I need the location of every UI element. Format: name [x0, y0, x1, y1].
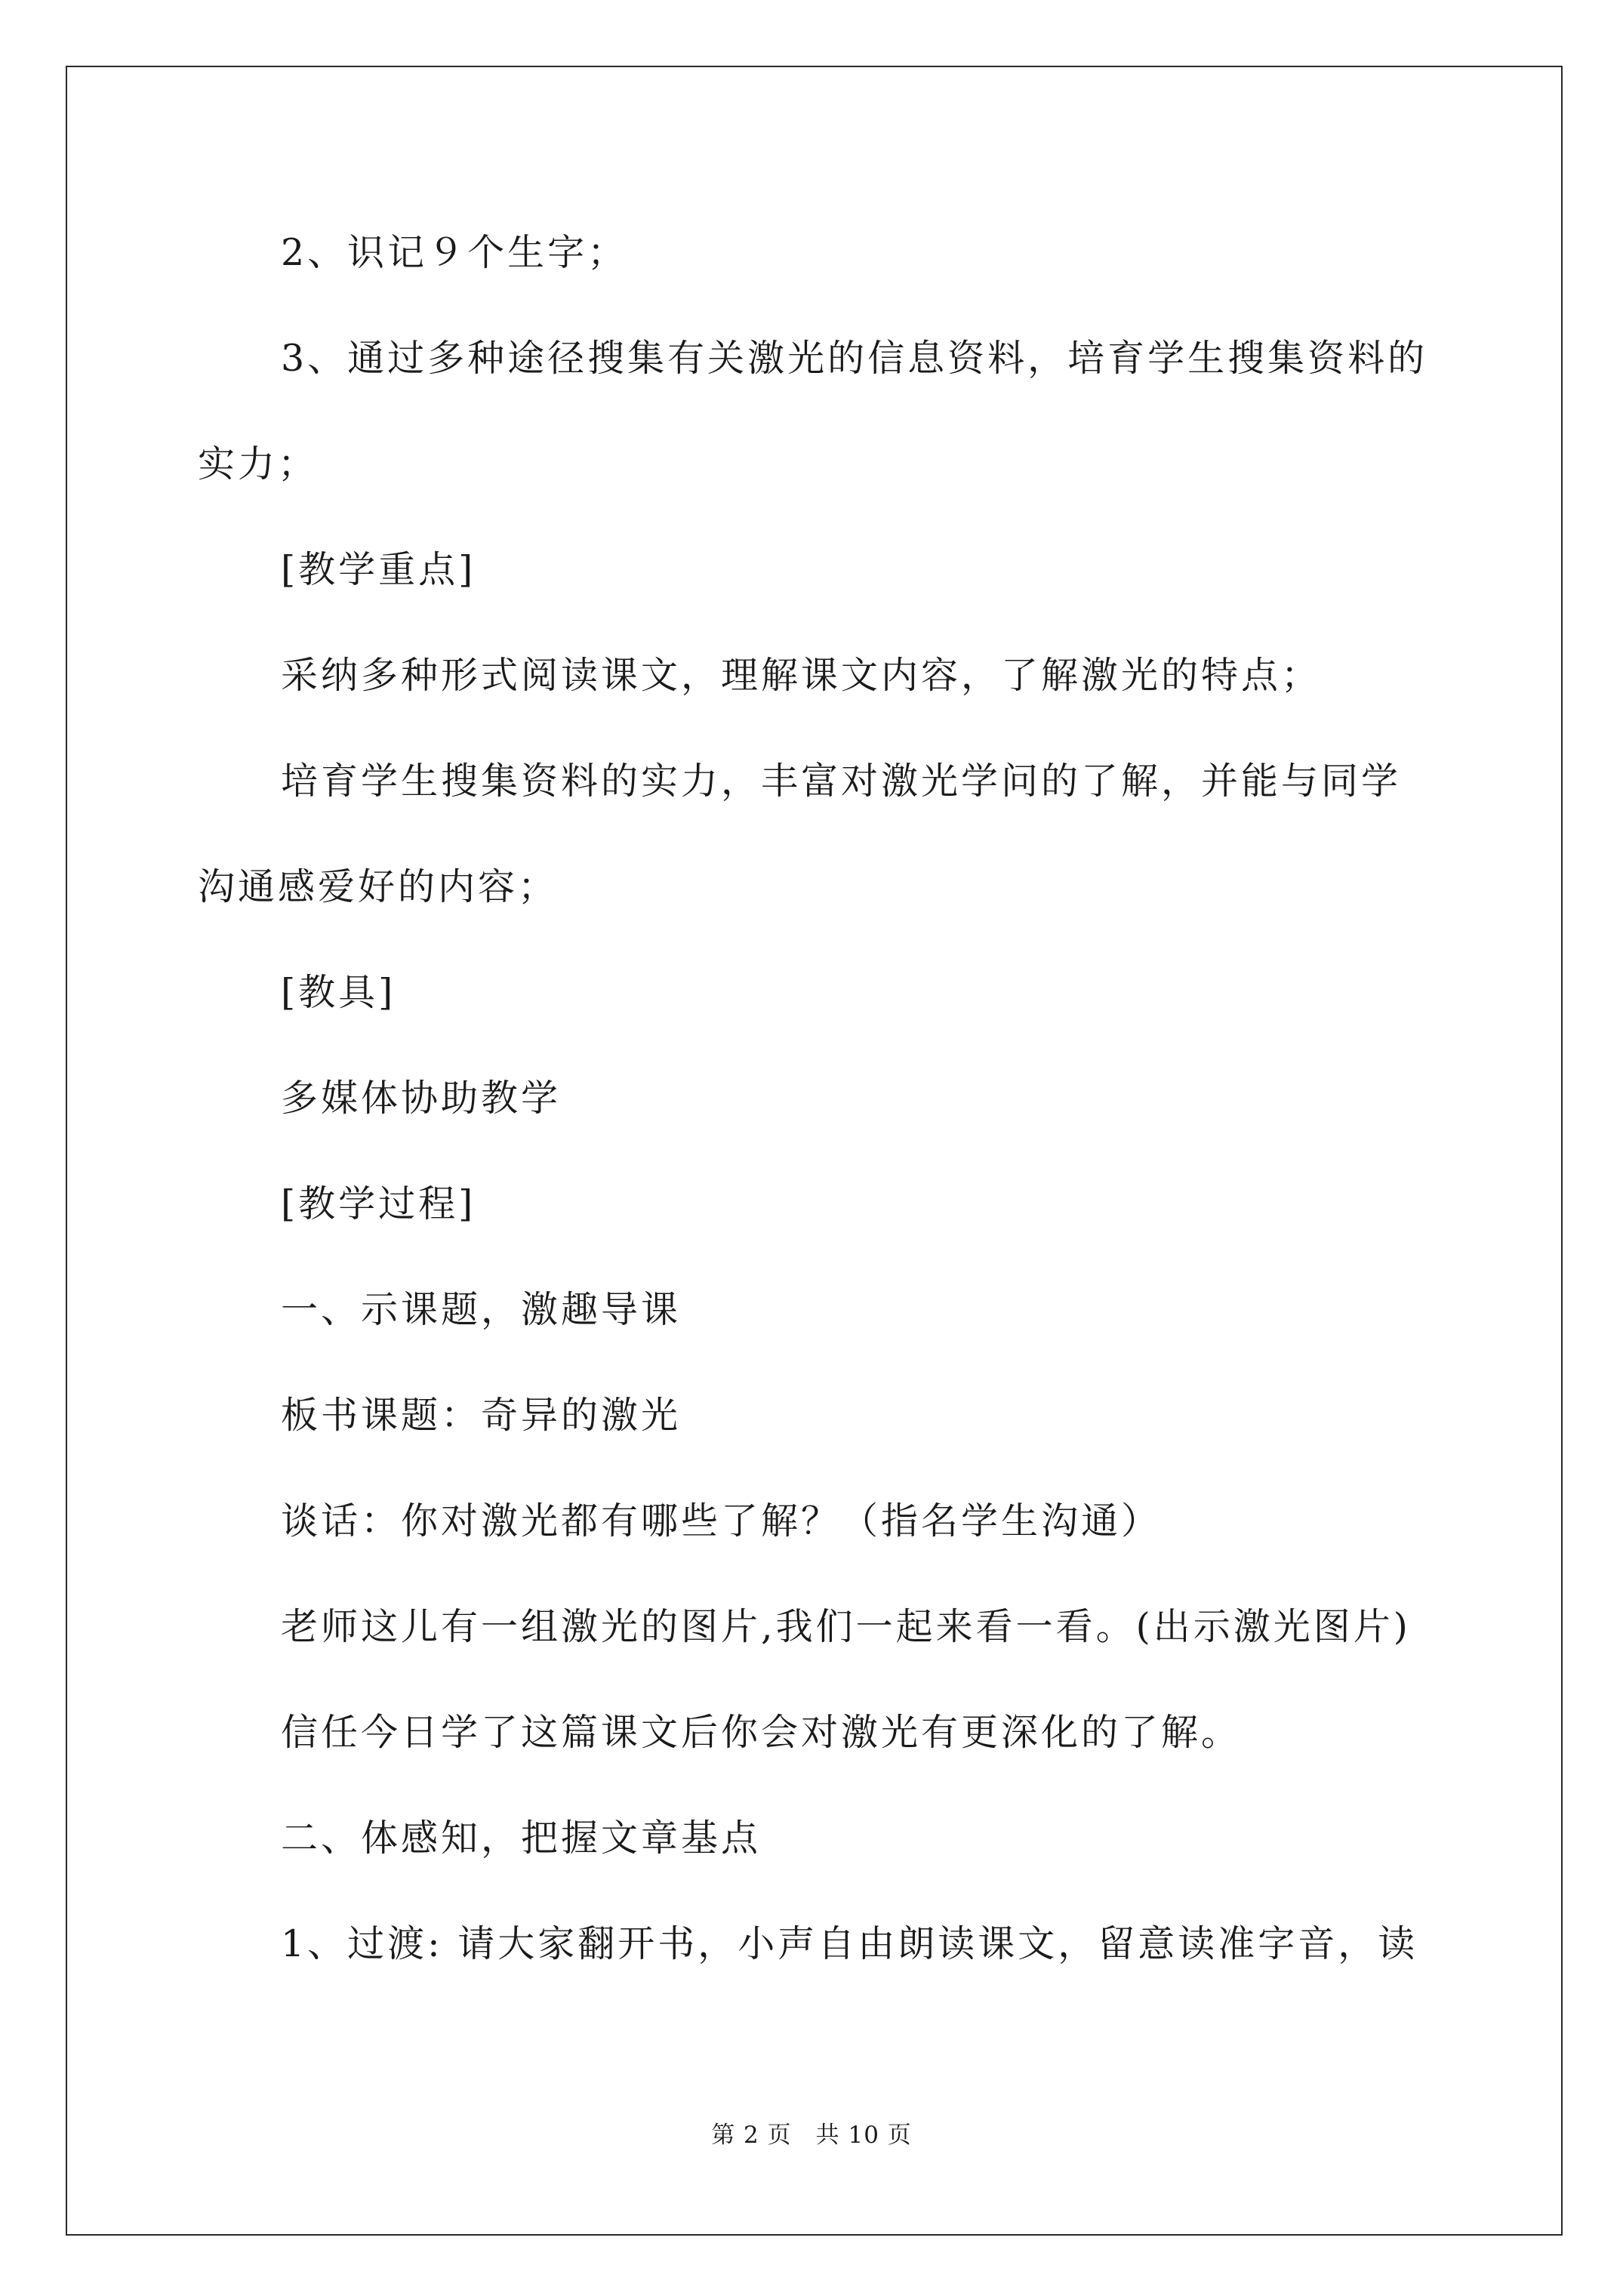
text-line-tools: 多媒体协助教学: [281, 1077, 562, 1120]
section-heading-key-points: [教学重点]: [281, 548, 476, 591]
page-border: [66, 66, 1563, 2236]
section-heading-tools: [教具]: [281, 971, 396, 1014]
text-line-key-point-2-cont: 沟通感爱好的内容；: [198, 865, 559, 908]
section-heading-process: [教学过程]: [281, 1182, 476, 1225]
page-number-footer: 第 2 页 共 10 页: [711, 2122, 912, 2149]
text-line-board-title: 板书课题：奇异的激光: [281, 1394, 682, 1437]
text-line-transition: 1、过渡: 请大家翻开书，小声自由朗读课文，留意读准字音，读: [281, 1922, 1418, 1965]
text-line-pictures: 老师这儿有一组激光的图片,我们一起来看一看。(出示激光图片): [281, 1605, 1411, 1648]
text-line-trust: 信任今日学了这篇课文后你会对激光有更深化的了解。: [281, 1711, 1242, 1754]
text-line-talk: 谈话：你对激光都有哪些了解？（指名学生沟通）: [281, 1499, 1162, 1542]
text-line-goal-3: 3、通过多种途径搜集有关激光的信息资料，培育学生搜集资料的: [281, 337, 1428, 380]
text-line-key-point-2: 培育学生搜集资料的实力，丰富对激光学问的了解，并能与同学: [281, 760, 1402, 803]
step-heading-2: 二、体感知，把握文章基点: [281, 1817, 762, 1860]
text-line-goal-2: 2、识记９个生字；: [281, 231, 628, 274]
step-heading-1: 一、示课题，激趣导课: [281, 1288, 682, 1331]
text-line-key-point-1: 采纳多种形式阅读课文，理解课文内容，了解激光的特点；: [281, 654, 1322, 697]
text-line-goal-3-cont: 实力；: [198, 442, 319, 485]
